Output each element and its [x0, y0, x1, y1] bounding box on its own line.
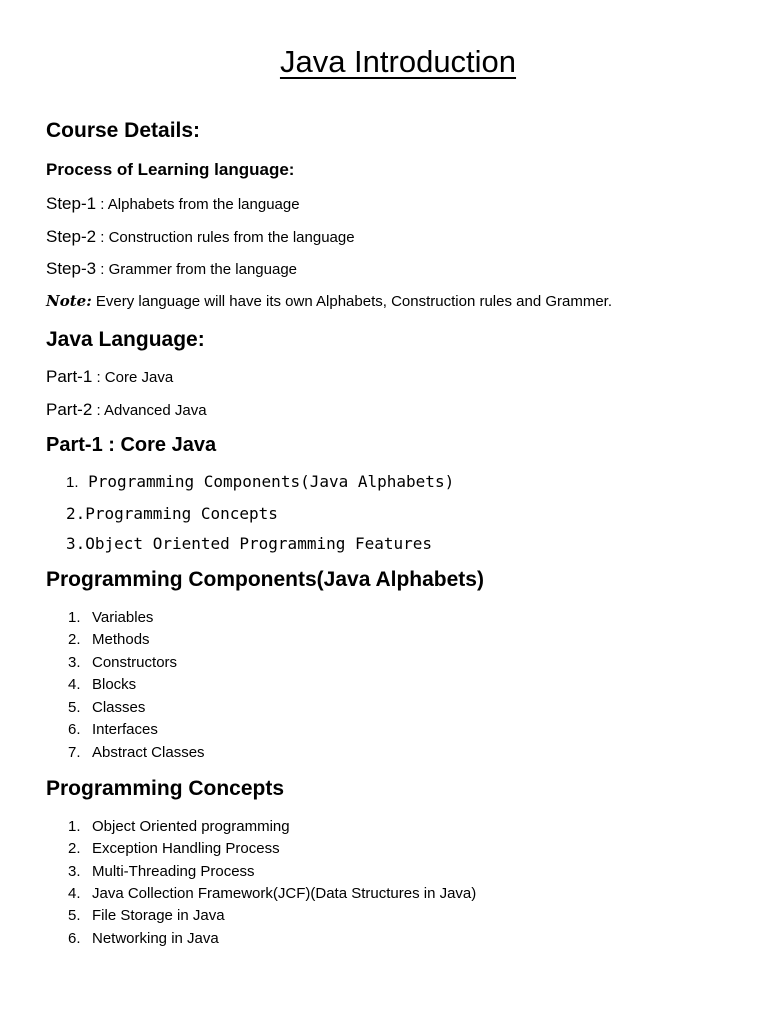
list-item	[68, 631, 150, 648]
part-1	[46, 367, 173, 387]
core-java-item-text: Programming Components(Java Alphabets)	[88, 472, 455, 491]
list-item-text: Variables	[92, 609, 154, 626]
learning-process-subheading: Process of Learning language:	[46, 160, 295, 179]
step-1	[46, 194, 300, 214]
part-1-label: Part-1	[46, 367, 93, 386]
components-heading: Programming Components(Java Alphabets)	[46, 568, 484, 591]
list-item-number: 7.	[68, 744, 81, 761]
list-item	[68, 676, 136, 693]
list-item-text: Classes	[92, 699, 146, 716]
step-2-text: : Construction rules from the language	[96, 229, 355, 246]
list-item	[68, 930, 219, 947]
core-java-item	[66, 472, 454, 491]
list-item-text: Java Collection Framework(JCF)(Data Structures in Java)	[92, 885, 477, 902]
part-1-text: : Core Java	[92, 369, 174, 386]
list-item-number: 2.	[68, 631, 81, 648]
step-1-text: : Alphabets from the language	[96, 196, 300, 213]
list-item-number: 3.	[68, 863, 81, 880]
part-2-text: : Advanced Java	[92, 402, 207, 419]
list-item-text: Networking in Java	[92, 930, 219, 947]
core-java-item	[66, 504, 278, 523]
concepts-heading: Programming Concepts	[46, 777, 285, 800]
list-item	[68, 840, 280, 857]
step-3	[46, 259, 297, 279]
list-item-number: 6.	[68, 930, 81, 947]
list-item-number: 1.	[68, 818, 81, 835]
core-java-heading: Part-1 : Core Java	[46, 434, 217, 456]
note	[46, 292, 612, 310]
list-item-text: Abstract Classes	[92, 744, 205, 761]
list-item-text: Constructors	[92, 654, 178, 671]
step-3-text: : Grammer from the language	[96, 261, 298, 278]
list-item	[68, 744, 205, 761]
course-details-heading: Course Details:	[46, 119, 201, 142]
core-java-item-text: Object Oriented Programming Features	[85, 534, 433, 553]
list-item	[68, 863, 255, 880]
step-2-label: Step-2	[46, 227, 97, 246]
core-java-item-number: 3.	[66, 534, 86, 553]
list-item-number: 5.	[68, 907, 81, 924]
note-label: Note:	[46, 292, 92, 310]
step-3-label: Step-3	[46, 259, 97, 278]
list-item-text: Blocks	[92, 676, 137, 693]
part-2	[46, 400, 207, 420]
core-java-item-number: 2.	[66, 504, 86, 523]
step-2	[46, 227, 355, 247]
step-1-label: Step-1	[46, 194, 97, 213]
list-item-number: 6.	[68, 721, 81, 738]
list-item-text: Multi-Threading Process	[92, 863, 255, 880]
list-item-text: Methods	[92, 631, 150, 648]
list-item	[68, 654, 177, 671]
core-java-item	[66, 534, 432, 553]
list-item	[68, 818, 290, 835]
list-item	[68, 609, 153, 626]
list-item-text: Object Oriented programming	[92, 818, 290, 835]
list-item	[68, 699, 145, 716]
list-item-text: Interfaces	[92, 721, 158, 738]
list-item-number: 4.	[68, 676, 81, 693]
core-java-item-number: 1.	[66, 474, 79, 491]
list-item-number: 2.	[68, 840, 81, 857]
list-item-number: 1.	[68, 609, 81, 626]
list-item	[68, 885, 476, 902]
list-item-text: File Storage in Java	[92, 907, 225, 924]
java-language-heading: Java Language:	[46, 328, 205, 351]
list-item-text: Exception Handling Process	[92, 840, 280, 857]
list-item-number: 4.	[68, 885, 81, 902]
list-item-number: 3.	[68, 654, 81, 671]
list-item	[68, 721, 158, 738]
page-title: Java Introduction	[279, 44, 517, 79]
note-text: Every language will have its own Alphabets, Construction rules and Grammer.	[91, 293, 612, 310]
part-2-label: Part-2	[46, 400, 93, 419]
list-item	[68, 907, 225, 924]
list-item-number: 5.	[68, 699, 81, 716]
core-java-item-text: Programming Concepts	[85, 504, 278, 523]
